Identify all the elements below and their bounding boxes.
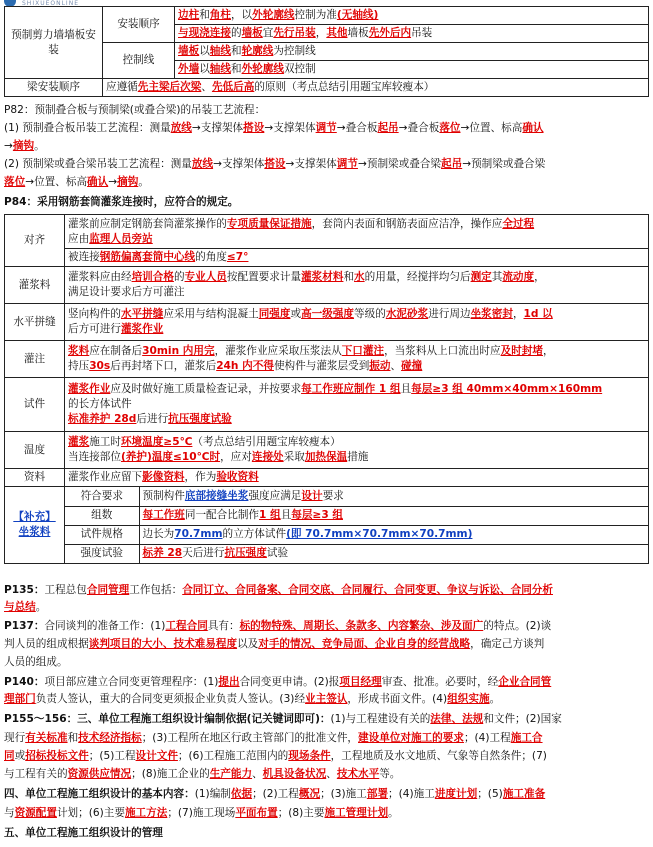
row-label-align: 对齐	[5, 215, 65, 267]
row-label-temp: 温度	[5, 432, 65, 469]
row-label-joint: 水平拼缝	[5, 304, 65, 341]
grout-cell: 灌浆料应由经培训合格的专业人员按配置要求计量灌浆材料和水的用量，经搅拌均匀后测定其流动度， 满足设计要求后方可灌注	[65, 267, 649, 304]
p84-title: P84：采用钢筋套筒灌浆连接时，应符合的规定。	[4, 196, 239, 208]
beam-seq-text: 应遵循先主梁后次梁、先低后高的原则（考点总结引用题宝库较瘦本）	[103, 79, 649, 97]
p137-line-3: 人员的组成。	[4, 656, 68, 668]
s4-line-1: 四、单位工程施工组织设计的基本内容：(1)编制依据；(2)工程概况；(3)施工部署；(4)施工进度计划；(5)施工准备	[4, 788, 546, 800]
row-label-beam-seq: 梁安装顺序	[5, 79, 103, 97]
p137-line-2: 判人员的组成根据谈判项目的大小、技术难易程度以及对手的情况、竞争局面、企业自身的经营战略，确定己方谈判	[4, 638, 545, 650]
row-label-pour: 灌注	[5, 341, 65, 378]
row-label-docs: 资料	[5, 469, 65, 487]
p140-line-2: 理部门负责人签认，重大的合同变更须报企业负责人签认。(3)经业主签认，形成书面文件。(4)组织实施。	[4, 693, 501, 705]
docs-cell: 灌浆作业应留下影像资料，作为验收资料	[65, 469, 649, 487]
p155-line-2: 现行有关标准和技术经济指标；(3)工程所在地区行政主管部门的批准文件，建设单位对施工的要求；(4)工程施工合	[4, 732, 543, 744]
p82-line-2b: 落位→位置、标高确认→摘钩。	[4, 176, 149, 188]
row-label-test: 试件	[5, 378, 65, 432]
supp-val-requirement: 预制构件底部接缝坐浆强度应满足设计要求	[139, 487, 648, 506]
logo-text: SHIXUEONLINE	[22, 0, 79, 7]
p155-line-1: P155～156：三、单位工程施工组织设计编制依据(记关键词即可)：(1)与工程建设有关的法律、法规和文件；(2)国家	[4, 713, 562, 725]
p137-line-1: P137：合同谈判的准备工作：(1)工程合同具有：标的物特殊、周期长、条款多、内容繁杂、涉及面广的特点。(2)谈	[4, 620, 552, 632]
joint-cell: 竖向构件的水平拼缝应采用与结构混凝土同强度或高一级强度等级的水泥砂浆进行周边坐浆密封，1d 以 后方可进行灌浆作业	[65, 304, 649, 341]
seq-line-2: 与现浇连接的墙板宜先行吊装，其他墙板先外后内吊装	[175, 25, 649, 43]
supplement-subtable	[65, 487, 648, 563]
p155-line-4: 与工程有关的资源供应情况；(8)施工企业的生产能力、机具设备状况、技术水平等。	[4, 768, 401, 780]
row-label-install-seq: 安装顺序	[103, 7, 175, 43]
grouting-table	[4, 214, 649, 564]
s5-title: 五、单位工程施工组织设计的管理	[4, 827, 163, 839]
p82-line-1b: →摘钩。	[4, 140, 45, 152]
supplement-cell	[65, 487, 649, 564]
supp-val-groups: 每工作班同一配合比制作1 组且每层≥3 组	[139, 506, 648, 525]
temp-cell: 灌浆施工时环境温度≥5℃（考点总结引用题宝库较瘦本） 当连接部位(养护)温度≤10℃时，应对连接处采取加热保温措施	[65, 432, 649, 469]
row-label-grout: 灌浆料	[5, 267, 65, 304]
row-label-wall-install: 预制剪力墙墙板安装	[5, 7, 103, 79]
test-cell: 灌浆作业应及时做好施工质量检查记录，并按要求每工作班应制作 1 组且每层≥3 组 40mm×40mm×160mm 的长方体试件 标准养护 28d后进行抗压强度试验	[65, 378, 649, 432]
supp-key-groups: 组数	[65, 506, 139, 525]
ctrl-line-2: 外墙以轴线和外轮廓线双控制	[175, 61, 649, 79]
seq-line-1: 边柱和角柱，以外轮廓线控制为准(无轴线)	[175, 7, 649, 25]
s4-line-2: 与资源配置计划；(6)主要施工方法；(7)施工现场平面布置；(8)主要施工管理计划。	[4, 807, 399, 819]
supp-val-strength: 标养 28天后进行抗压强度试验	[139, 544, 648, 563]
pour-cell: 浆料应在制备后30min 内用完，灌浆作业应采取压浆法从下口灌注，当浆料从上口流出时应及时封堵， 持压30s后再封堵下口，灌浆后24h 内不得使构件与灌浆层受到振动、碰撞	[65, 341, 649, 378]
p82-line-2: (2) 预制梁或叠合梁吊装工艺流程：测量放线→支撑架体搭设→支撑架体调节→预制梁或叠合梁起吊→预制梁或叠合梁	[4, 158, 546, 170]
supp-key-spec: 试件规格	[65, 525, 139, 544]
row-label-supplement: 【补充】 坐浆料	[5, 487, 65, 564]
row-label-control-line: 控制线	[103, 43, 175, 79]
p155-line-3: 同或招标投标文件；(5)工程设计文件；(6)工程施工范围内的现场条件，工程地质及水文地质、气象等自然条件；(7)	[4, 750, 547, 762]
ctrl-line-1: 墙板以轴线和轮廓线为控制线	[175, 43, 649, 61]
wall-installation-table	[4, 6, 649, 97]
p82-title: P82：预制叠合板与预制梁(或叠合梁)的吊装工艺流程：	[4, 104, 266, 116]
supp-key-strength: 强度试验	[65, 544, 139, 563]
p135-line-1: P135：工程总包合同管理工作包括：合同订立、合同备案、合同交底、合同履行、合同变更、争议与诉讼、合同分析	[4, 584, 553, 596]
p82-line-1: (1) 预制叠合板吊装工艺流程：测量放线→支撑架体搭设→支撑架体调节→叠合板起吊→叠合板落位→位置、标高确认	[4, 122, 544, 134]
align-cell: 灌浆前应制定钢筋套筒灌浆操作的专项质量保证措施，套筒内表面和钢筋表面应洁净，操作应全过程 应由监理人员旁站 被连接钢筋偏离套筒中心线的角度≤7°	[65, 215, 649, 267]
p135-line-2: 与总结。	[4, 601, 47, 613]
supp-val-spec: 边长为70.7mm的立方体试件(即 70.7mm×70.7mm×70.7mm)	[139, 525, 648, 544]
supp-key-requirement: 符合要求	[65, 487, 139, 506]
p140-line-1: P140：项目部应建立合同变更管理程序：(1)提出合同变更申请。(2)报项目经理审查、批准。必要时，经企业合同管	[4, 676, 552, 688]
